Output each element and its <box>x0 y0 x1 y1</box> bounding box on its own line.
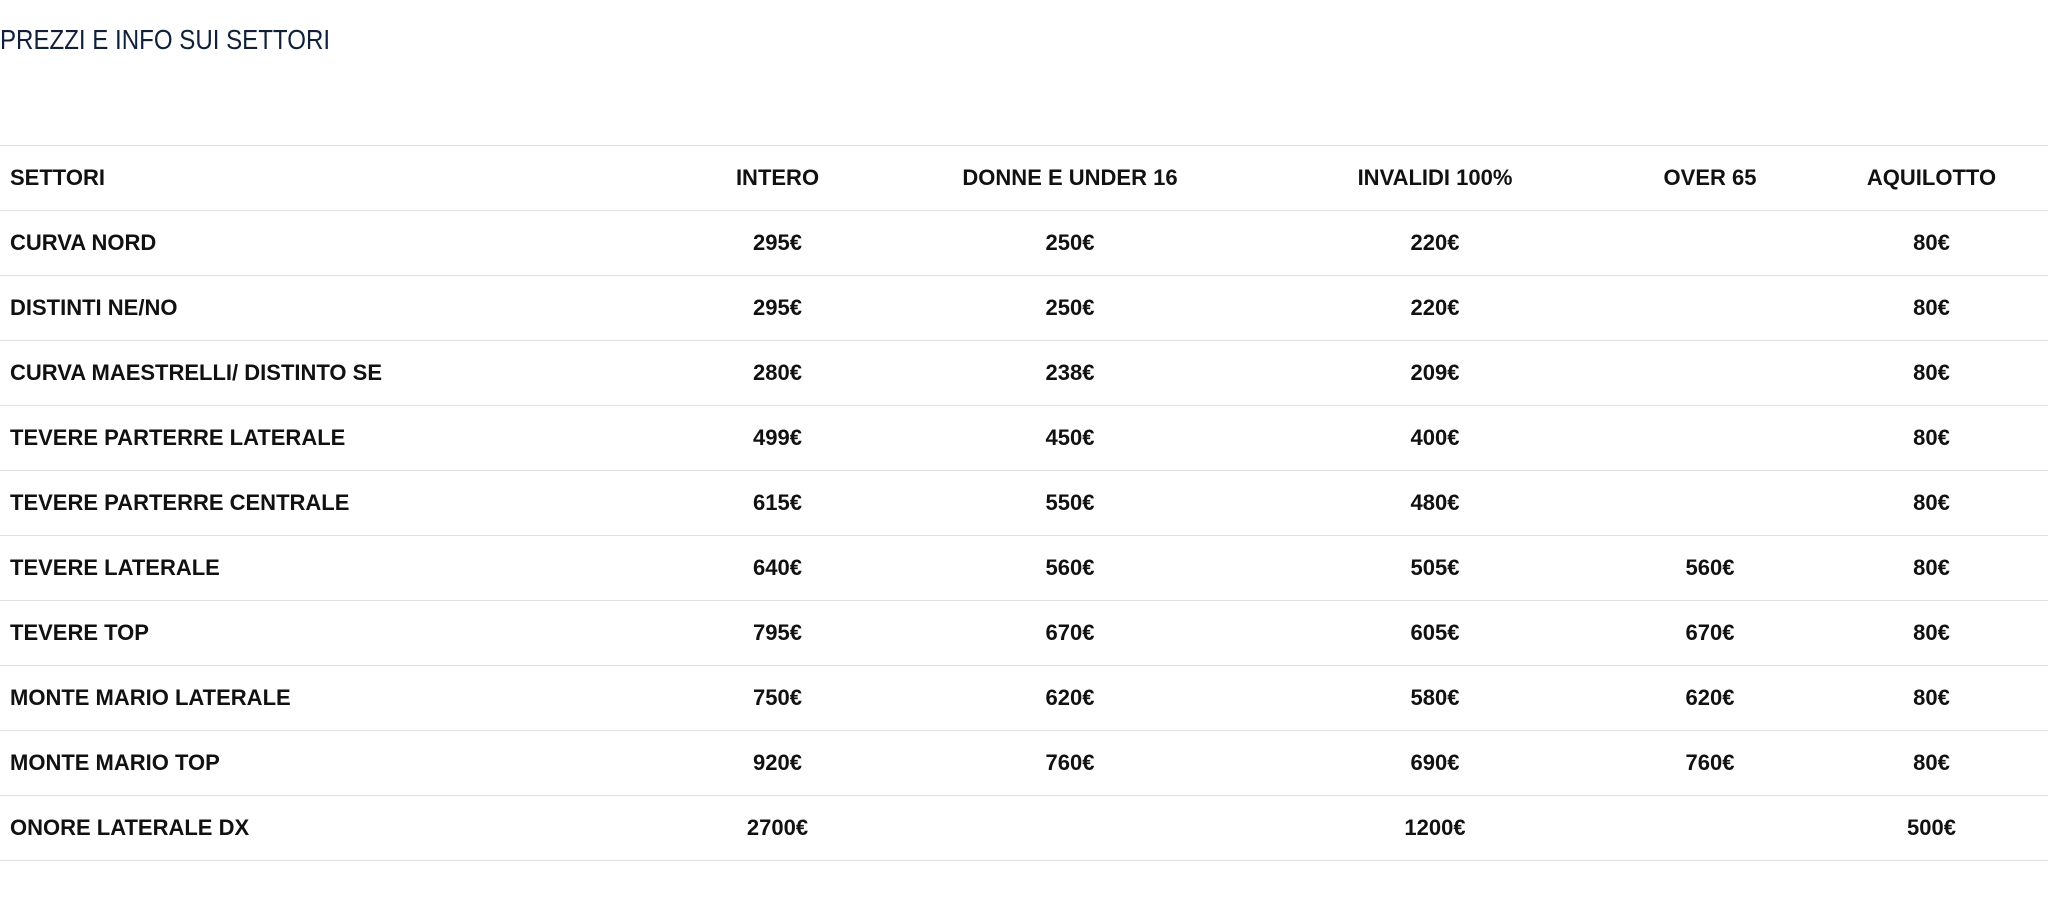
table-row <box>0 536 2048 601</box>
price-invalidi: 220€ <box>1265 211 1605 276</box>
price-intero: 640€ <box>680 536 875 601</box>
price-over-65 <box>1605 341 1815 406</box>
price-intero: 920€ <box>680 731 875 796</box>
price-invalidi: 580€ <box>1265 666 1605 731</box>
price-intero: 295€ <box>680 211 875 276</box>
price-aquilotto: 80€ <box>1815 471 2048 536</box>
table-row <box>0 341 2048 406</box>
price-aquilotto: 80€ <box>1815 666 2048 731</box>
price-donne-under-16: 550€ <box>875 471 1265 536</box>
price-invalidi: 400€ <box>1265 406 1605 471</box>
price-intero: 750€ <box>680 666 875 731</box>
table-row <box>0 731 2048 796</box>
price-donne-under-16: 620€ <box>875 666 1265 731</box>
price-donne-under-16: 560€ <box>875 536 1265 601</box>
price-invalidi: 480€ <box>1265 471 1605 536</box>
header-settori: SETTORI <box>0 146 680 211</box>
price-over-65: 560€ <box>1605 536 1815 601</box>
table-row <box>0 666 2048 731</box>
price-donne-under-16: 670€ <box>875 601 1265 666</box>
price-donne-under-16: 450€ <box>875 406 1265 471</box>
sector-name: DISTINTI NE/NO <box>0 276 680 341</box>
price-over-65: 620€ <box>1605 666 1815 731</box>
sector-name: TEVERE PARTERRE LATERALE <box>0 406 680 471</box>
price-donne-under-16: 238€ <box>875 341 1265 406</box>
header-over-65: OVER 65 <box>1605 146 1815 211</box>
price-invalidi: 505€ <box>1265 536 1605 601</box>
sector-name: MONTE MARIO TOP <box>0 731 680 796</box>
price-over-65: 760€ <box>1605 731 1815 796</box>
price-over-65 <box>1605 406 1815 471</box>
price-donne-under-16: 250€ <box>875 276 1265 341</box>
sector-name: TEVERE LATERALE <box>0 536 680 601</box>
price-intero: 499€ <box>680 406 875 471</box>
price-table <box>0 145 2048 861</box>
price-intero: 280€ <box>680 341 875 406</box>
price-invalidi: 690€ <box>1265 731 1605 796</box>
sector-name: TEVERE TOP <box>0 601 680 666</box>
price-over-65: 670€ <box>1605 601 1815 666</box>
sector-name: CURVA MAESTRELLI/ DISTINTO SE <box>0 341 680 406</box>
sector-name: ONORE LATERALE DX <box>0 796 680 861</box>
price-intero: 2700€ <box>680 796 875 861</box>
price-invalidi: 209€ <box>1265 341 1605 406</box>
price-intero: 295€ <box>680 276 875 341</box>
table-row <box>0 276 2048 341</box>
price-over-65 <box>1605 471 1815 536</box>
table-row <box>0 471 2048 536</box>
price-aquilotto: 80€ <box>1815 211 2048 276</box>
page-title: PREZZI E INFO SUI SETTORI <box>0 24 331 55</box>
price-intero: 615€ <box>680 471 875 536</box>
price-aquilotto: 80€ <box>1815 731 2048 796</box>
table-row <box>0 211 2048 276</box>
price-invalidi: 220€ <box>1265 276 1605 341</box>
header-aquilotto: AQUILOTTO <box>1815 146 2048 211</box>
price-invalidi: 1200€ <box>1265 796 1605 861</box>
table-row <box>0 406 2048 471</box>
price-aquilotto: 80€ <box>1815 341 2048 406</box>
price-over-65 <box>1605 211 1815 276</box>
price-donne-under-16: 760€ <box>875 731 1265 796</box>
price-invalidi: 605€ <box>1265 601 1605 666</box>
header-intero: INTERO <box>680 146 875 211</box>
price-aquilotto: 80€ <box>1815 536 2048 601</box>
table-header-row <box>0 146 2048 211</box>
price-donne-under-16 <box>875 796 1265 861</box>
price-aquilotto: 80€ <box>1815 276 2048 341</box>
table-row <box>0 601 2048 666</box>
price-aquilotto: 500€ <box>1815 796 2048 861</box>
table-row <box>0 796 2048 861</box>
sector-name: TEVERE PARTERRE CENTRALE <box>0 471 680 536</box>
sector-name: MONTE MARIO LATERALE <box>0 666 680 731</box>
price-intero: 795€ <box>680 601 875 666</box>
price-over-65 <box>1605 796 1815 861</box>
header-donne-under-16: DONNE E UNDER 16 <box>875 146 1265 211</box>
price-donne-under-16: 250€ <box>875 211 1265 276</box>
header-invalidi: INVALIDI 100% <box>1265 146 1605 211</box>
sector-name: CURVA NORD <box>0 211 680 276</box>
price-over-65 <box>1605 276 1815 341</box>
price-aquilotto: 80€ <box>1815 601 2048 666</box>
price-aquilotto: 80€ <box>1815 406 2048 471</box>
